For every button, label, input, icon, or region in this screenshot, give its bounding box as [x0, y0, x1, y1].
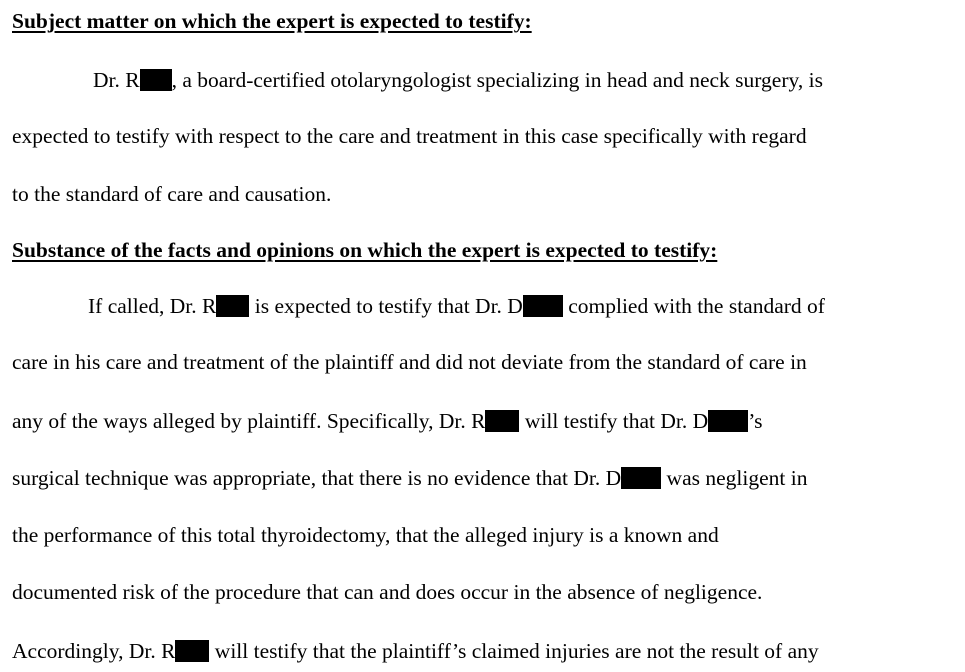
text-run: ’s [748, 409, 763, 433]
paragraph-line [12, 410, 763, 433]
redaction-box [621, 467, 661, 489]
text-run: any of the ways alleged by plaintiff. Specifically, Dr. R [12, 409, 486, 433]
paragraph-line [93, 69, 823, 92]
redaction-box [175, 640, 209, 662]
redaction-box [140, 69, 172, 91]
paragraph-line [12, 184, 331, 206]
text-run: will testify that Dr. D [519, 409, 709, 433]
text-run: to the standard of care and causation. [12, 182, 332, 206]
text-run: expected to testify with respect to the care and treatment in this case specifically with regard [12, 124, 807, 148]
text-run: , a board-certified otolaryngologist specializing in head and neck surgery, is [171, 68, 823, 92]
redaction-box [216, 295, 249, 317]
paragraph-line [12, 582, 762, 604]
text-run: will testify that the plaintiff’s claimed injuries are not the result of any [209, 639, 819, 663]
redaction-box [485, 410, 519, 432]
text-run: complied with the standard of [562, 294, 825, 318]
text-run: care in his care and treatment of the plaintiff and did not deviate from the standard of care in [12, 350, 807, 374]
section-heading-substance: Substance of the facts and opinions on which the expert is expected to testify: [12, 238, 718, 262]
text-run: If called, Dr. R [88, 294, 217, 318]
paragraph-line [88, 295, 825, 318]
text-run: Dr. R [93, 68, 140, 92]
text-run: is expected to testify that Dr. D [249, 294, 523, 318]
text-run: Accordingly, Dr. R [12, 639, 176, 663]
paragraph-line [12, 640, 819, 663]
paragraph-line [12, 525, 719, 547]
text-run: documented risk of the procedure that can and does occur in the absence of negligence. [12, 580, 763, 604]
text-run: the performance of this total thyroidectomy, that the alleged injury is a known and [12, 523, 719, 547]
paragraph-line [12, 467, 807, 490]
text-run: was negligent in [661, 466, 808, 490]
paragraph-line [12, 126, 807, 148]
section-heading-subject-matter: Subject matter on which the expert is expected to testify: [12, 9, 532, 33]
redaction-box [708, 410, 748, 432]
text-run: surgical technique was appropriate, that there is no evidence that Dr. D [12, 466, 622, 490]
redaction-box [523, 295, 563, 317]
paragraph-line [12, 352, 807, 374]
